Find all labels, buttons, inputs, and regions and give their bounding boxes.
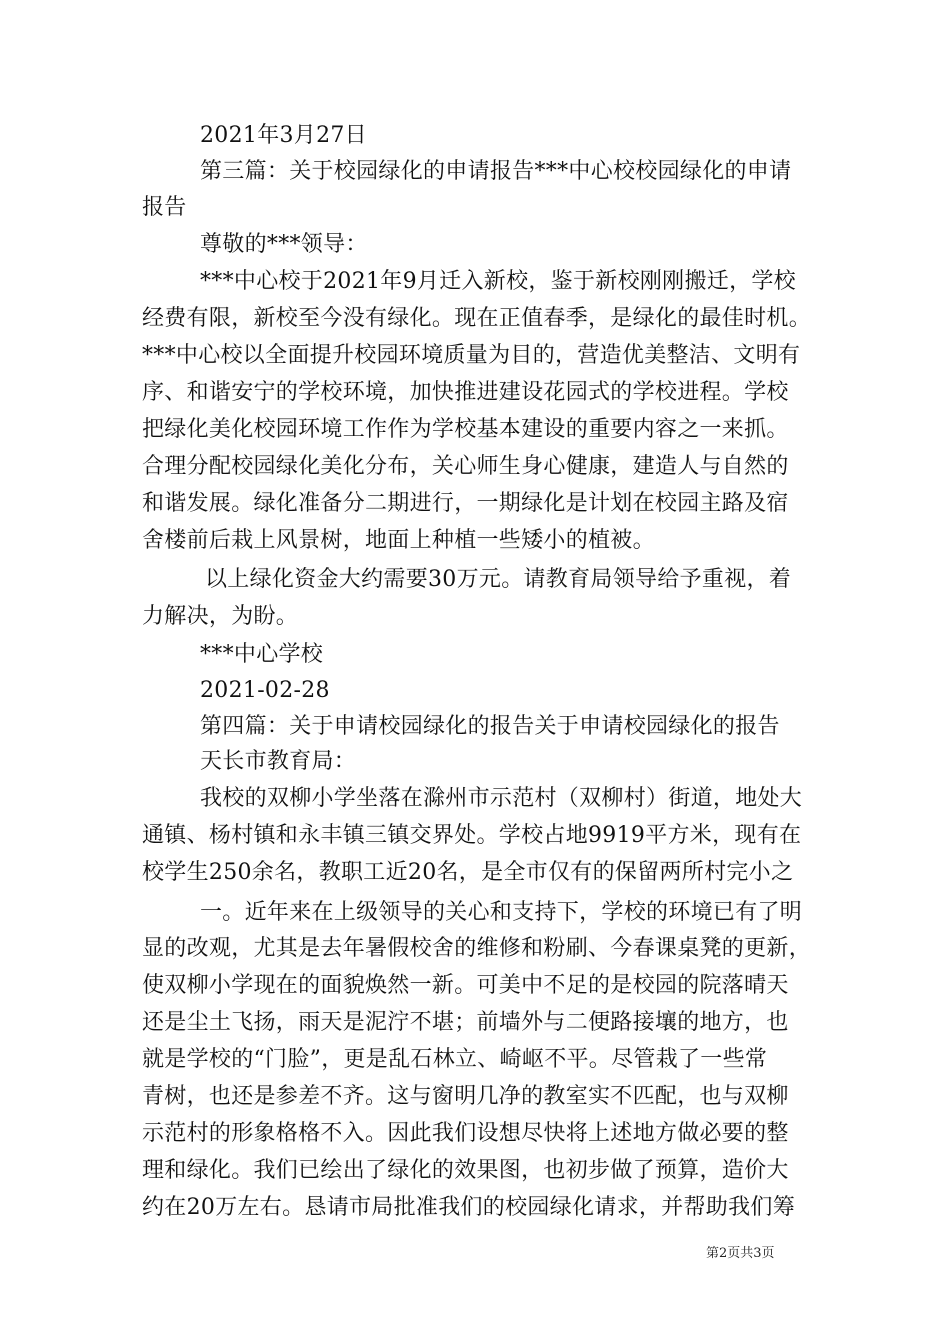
text-line-body: 青树，也还是参差不齐。这与窗明几净的教室实不匹配，也与双柳	[142, 1084, 789, 1109]
text-line-body: 把绿化美化校园环境工作作为学校基本建设的重要内容之一来抓。	[142, 417, 789, 442]
text-line-body: 就是学校的“门脸”，更是乱石林立、崎岖不平。尽管栽了一些常	[142, 1047, 768, 1072]
text-line-signature: ***中心学校	[200, 642, 324, 667]
text-line-body: 校学生250余名，教职工近20名，是全市仅有的保留两所村完小之	[142, 860, 794, 885]
text-line-heading-4: 第四篇：关于申请校园绿化的报告关于申请校园绿化的报告	[200, 714, 780, 739]
page-number-footer: 第2页共3页	[706, 1246, 775, 1261]
text-line-body: ***中心校于2021年9月迁入新校，鉴于新校刚刚搬迁，学校	[200, 269, 796, 294]
text-line-body: 显的改观，尤其是去年暑假校舍的维修和粉刷、今春课桌凳的更新，	[142, 936, 812, 961]
text-line-body: ***中心校以全面提升校园环境质量为目的，营造优美整洁、文明有	[142, 343, 801, 368]
text-line-body: 示范村的形象格格不入。因此我们设想尽快将上述地方做必要的整	[142, 1121, 789, 1146]
text-line-date-2: 2021-02-28	[200, 678, 330, 703]
text-line-body: 还是尘土飞扬，雨天是泥泞不堪；前墙外与二便路接壤的地方，也	[142, 1010, 789, 1035]
text-line-body: 一。近年来在上级领导的关心和支持下，学校的环境已有了明	[200, 900, 803, 925]
text-line-body: 舍楼前后栽上风景树，地面上种植一些矮小的植被。	[142, 528, 655, 553]
text-line-addressee: 天长市教育局：	[200, 749, 357, 774]
text-line-body: 通镇、杨村镇和永丰镇三镇交界处。学校占地9919平方米，现有在	[142, 823, 802, 848]
text-line-heading-3-cont: 报告	[142, 195, 187, 220]
text-line-date-1: 2021年3月27日	[200, 123, 367, 148]
text-line-body: 力解决，为盼。	[142, 604, 299, 629]
text-line-body: 合理分配校园绿化美化分布，关心师生身心健康，建造人与自然的	[142, 454, 789, 479]
text-line-body: 序、和谐安宁的学校环境，加快推进建设花园式的学校进程。学校	[142, 380, 789, 405]
text-line-heading-3: 第三篇：关于校园绿化的申请报告***中心校校园绿化的申请	[200, 159, 792, 184]
text-line-body: 以上绿化资金大约需要30万元。请教育局领导给予重视，着	[205, 567, 792, 592]
text-line-body: 使双柳小学现在的面貌焕然一新。可美中不足的是校园的院落晴天	[142, 973, 789, 998]
text-line-body: 和谐发展。绿化准备分二期进行，一期绿化是计划在校园主路及宿	[142, 491, 789, 516]
text-line-body: 我校的双柳小学坐落在滁州市示范村（双柳村）街道，地处大	[200, 786, 803, 811]
text-line-body: 理和绿化。我们已绘出了绿化的效果图，也初步做了预算，造价大	[142, 1158, 789, 1183]
text-line-salutation: 尊敬的***领导：	[200, 232, 368, 257]
text-line-body: 经费有限，新校至今没有绿化。现在正值春季，是绿化的最佳时机。	[142, 306, 812, 331]
text-line-body: 约在20万左右。恳请市局批准我们的校园绿化请求，并帮助我们筹	[142, 1195, 795, 1220]
